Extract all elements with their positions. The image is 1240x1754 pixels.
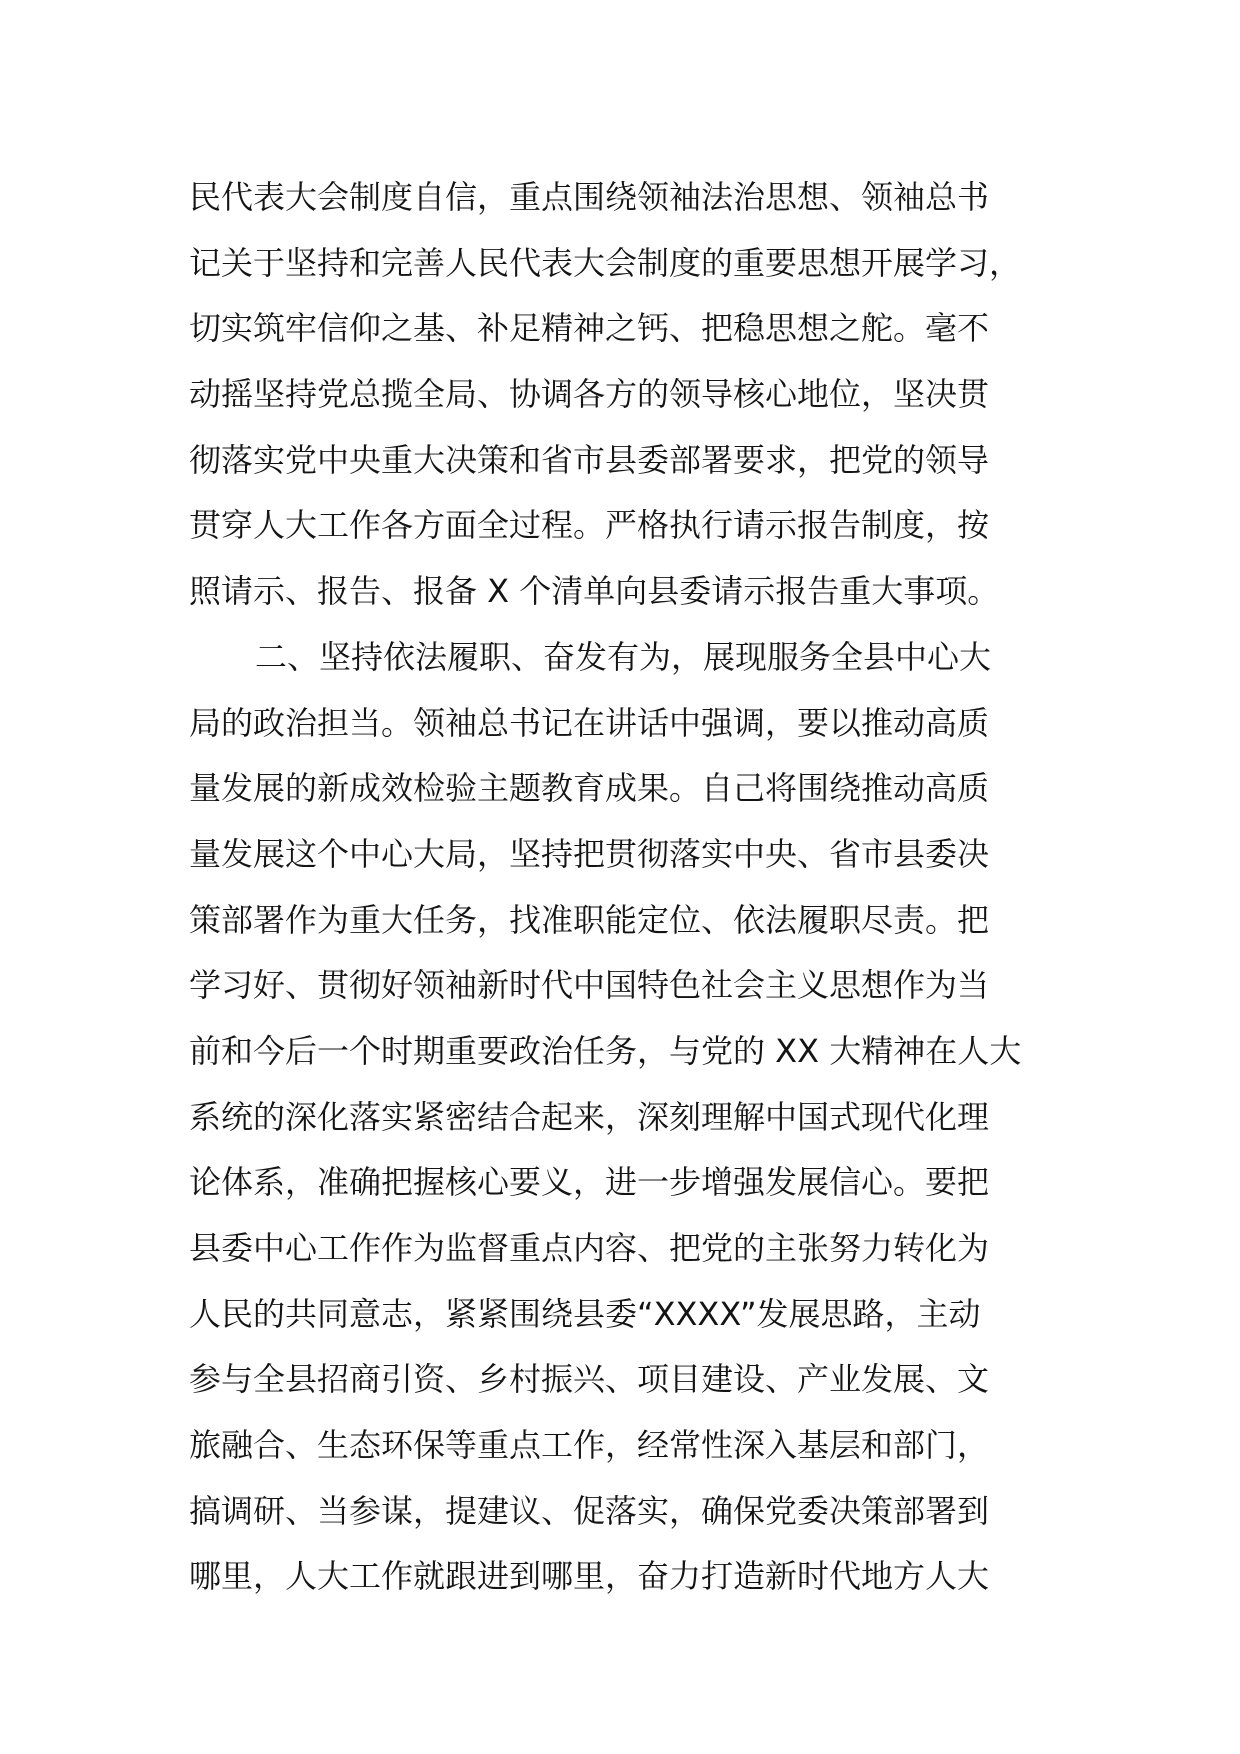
text-line: 量发展的新成效检验主题教育成果。自己将围绕推动高质 (189, 769, 990, 808)
section-heading-line: 二、坚持依法履职、奋发有为，展现服务全县中心大 (255, 637, 992, 676)
text-line: 参与全县招商引资、乡村振兴、项目建设、产业发展、文 (189, 1360, 990, 1399)
text-line: 前和今后一个时期重要政治任务，与党的 XX 大精神在人大 (189, 1031, 1022, 1070)
text-line: 民代表大会制度自信，重点围绕领袖法治思想、领袖总书 (189, 178, 990, 216)
text-line: 人民的共同意志，紧紧围绕县委“XXXX”发展思路，主动 (189, 1294, 981, 1333)
text-line: 系统的深化落实紧密结合起来，深刻理解中国式现代化理 (189, 1097, 990, 1136)
text-line: 照请示、报告、报备 X 个清单向县委请示报告重大事项。 (189, 572, 1000, 611)
text-line: 旅融合、生态环保等重点工作，经常性深入基层和部门， (189, 1426, 990, 1465)
text-line: 搞调研、当参谋，提建议、促落实，确保党委决策部署到 (189, 1491, 990, 1530)
body-text (189, 165, 1069, 1610)
text-line: 学习好、贯彻好领袖新时代中国特色社会主义思想作为当 (189, 966, 990, 1005)
text-line: 量发展这个中心大局，坚持把贯彻落实中央、省市县委决 (189, 834, 990, 873)
text-line: 论体系，准确把握核心要义，进一步增强发展信心。要把 (189, 1163, 990, 1202)
text-line: 县委中心工作作为监督重点内容、把党的主张努力转化为 (189, 1229, 990, 1267)
text-line: 策部署作为重大任务，找准职能定位、依法履职尽责。把 (189, 900, 990, 939)
text-line: 哪里，人大工作就跟进到哪里，奋力打造新时代地方人大 (189, 1557, 990, 1596)
text-line: 贯穿人大工作各方面全过程。严格执行请示报告制度，按 (189, 506, 990, 545)
text-line: 动摇坚持党总揽全局、协调各方的领导核心地位，坚决贯 (189, 375, 990, 414)
text-line: 彻落实党中央重大决策和省市县委部署要求，把党的领导 (189, 440, 990, 479)
text-line: 局的政治担当。领袖总书记在讲话中强调，要以推动高质 (189, 703, 990, 742)
text-line: 切实筑牢信仰之基、补足精神之钙、把稳思想之舵。毫不 (189, 309, 990, 348)
text-line: 记关于坚持和完善人民代表大会制度的重要思想开展学习， (189, 243, 1022, 282)
